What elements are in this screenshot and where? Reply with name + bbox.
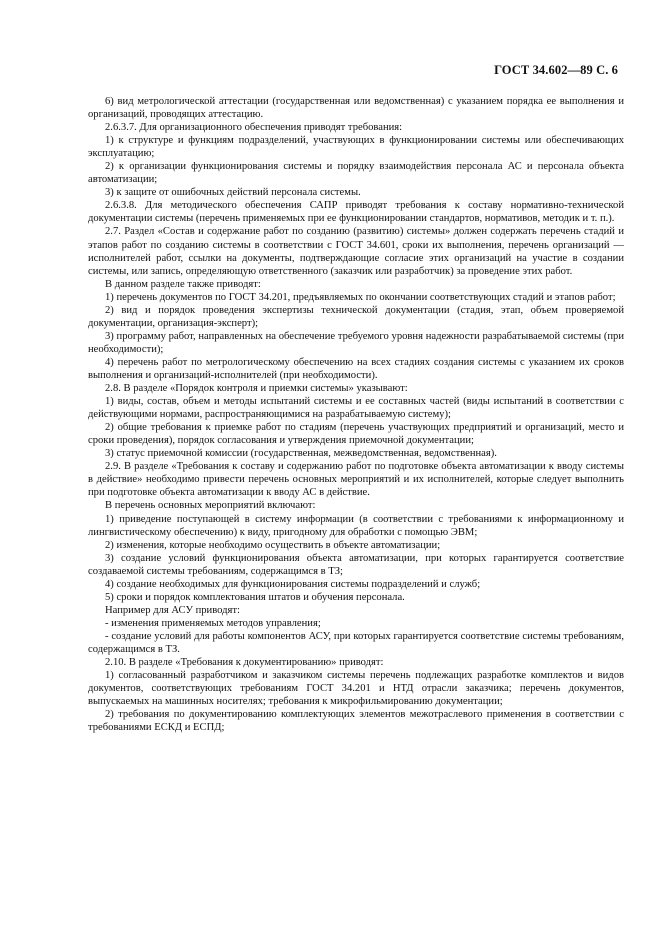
paragraph: 2) требования по документированию комплектующих элементов межотраслевого применения в соответствии с требованиями ЕСКД и ЕСПД; <box>88 709 624 734</box>
paragraph: 2.8. В разделе «Порядок контроля и приемки системы» указывают: <box>105 383 408 395</box>
paragraph: 1) виды, состав, объем и методы испытаний системы и ее составных частей (виды испытаний в соответствии с действующими нормами, распространяющимися на разрабатываемую систему); <box>88 396 624 421</box>
paragraph: 2) к организации функционирования системы и порядку взаимодействия персонала АС и персонала объекта автоматизации; <box>88 161 624 186</box>
paragraph: 2.7. Раздел «Состав и содержание работ по созданию (развитию) системы» должен содержать перечень стадий и этапов работ по созданию системы в соответствии с ГОСТ 34.601, сроки их выполнения, перечень организаций — исполнителей работ, ссылки на документы, подтверждающие согласие этих организаций на участие в создании системы, или запись, определяющую ответственного (заказчик или разработчик) за проведение этих работ. <box>88 226 624 277</box>
paragraph: 2.9. В разделе «Требования к составу и содержанию работ по подготовке объекта автоматизации к вводу системы в действие» необходимо привести перечень основных мероприятий и их исполнителей, которые следует выполнить при подготовке объекта автоматизации к вводу АС в действие. <box>88 461 624 499</box>
paragraph: 1) согласованный разработчиком и заказчиком системы перечень подлежащих разработке комплектов и видов документов, соответствующих требованиям ГОСТ 34.201 и НТД отрасли заказчика; перечень документов, выпускаемых на машинных носителях; требования к микрофильмированию документации; <box>88 670 624 708</box>
paragraph: 6) вид метрологической аттестации (государственная или ведомственная) с указанием порядка ее выполнения и организаций, проводящих аттестацию. <box>88 96 624 121</box>
paragraph: - создание условий для работы компонентов АСУ, при которых гарантируется соответствие системы требованиям, содержащимся в ТЗ. <box>88 630 624 655</box>
paragraph: - изменения применяемых методов управления; <box>105 617 321 629</box>
paragraph: 1) приведение поступающей в систему информации (в соответствии с требованиями к информационному и лингвистическому обеспечению) к виду, пригодному для обработки с помощью ЭВМ; <box>88 513 624 538</box>
page-header: ГОСТ 34.602—89 С. 6 <box>494 63 618 77</box>
paragraph: 3) статус приемочной комиссии (государственная, межведомственная, ведомственная). <box>105 448 497 460</box>
document-body <box>88 95 624 734</box>
paragraph: 2.6.3.7. Для организационного обеспечения приводят требования: <box>105 122 403 134</box>
paragraph: 3) программу работ, направленных на обеспечение требуемого уровня надежности разрабатываемой системы (при необходимости); <box>88 330 624 355</box>
paragraph: 5) сроки и порядок комплектования штатов и обучения персонала. <box>105 591 405 603</box>
paragraph: 1) перечень документов по ГОСТ 34.201, предъявляемых по окончании соответствующих стадий и этапов работ; <box>105 291 616 303</box>
paragraph: 3) к защите от ошибочных действий персонала системы. <box>105 187 361 199</box>
paragraph: 2) вид и порядок проведения экспертизы технической документации (стадия, этап, объем проверяемой документации, организация-эксперт); <box>88 304 624 329</box>
paragraph: В перечень основных мероприятий включают: <box>105 500 316 512</box>
paragraph: 1) к структуре и функциям подразделений, участвующих в функционировании системы или обеспечивающих эксплуатацию; <box>88 135 624 160</box>
paragraph: 4) перечень работ по метрологическому обеспечению на всех стадиях создания системы с указанием их сроков выполнения и организаций-исполнителей (при необходимости). <box>88 356 624 381</box>
paragraph: 2.6.3.8. Для методического обеспечения САПР приводят требования к составу нормативно-технической документации системы (перечень применяемых при ее функционировании стандартов, нормативов, методик и т. п.). <box>88 200 624 225</box>
paragraph: 3) создание условий функционирования объекта автоматизации, при которых гарантируется соответствие создаваемой системы требованиям, содержащимся в ТЗ; <box>88 552 624 577</box>
paragraph: В данном разделе также приводят: <box>105 278 261 290</box>
paragraph: 2) изменения, которые необходимо осуществить в объекте автоматизации; <box>105 539 441 551</box>
paragraph: 4) создание необходимых для функционирования системы подразделений и служб; <box>105 578 481 590</box>
paragraph: 2) общие требования к приемке работ по стадиям (перечень участвующих предприятий и организаций, место и сроки проведения), порядок согласования и утверждения приемочной документации; <box>88 422 624 447</box>
paragraph: 2.10. В разделе «Требования к документированию» приводят: <box>105 657 384 669</box>
paragraph: Например для АСУ приводят: <box>105 604 240 616</box>
